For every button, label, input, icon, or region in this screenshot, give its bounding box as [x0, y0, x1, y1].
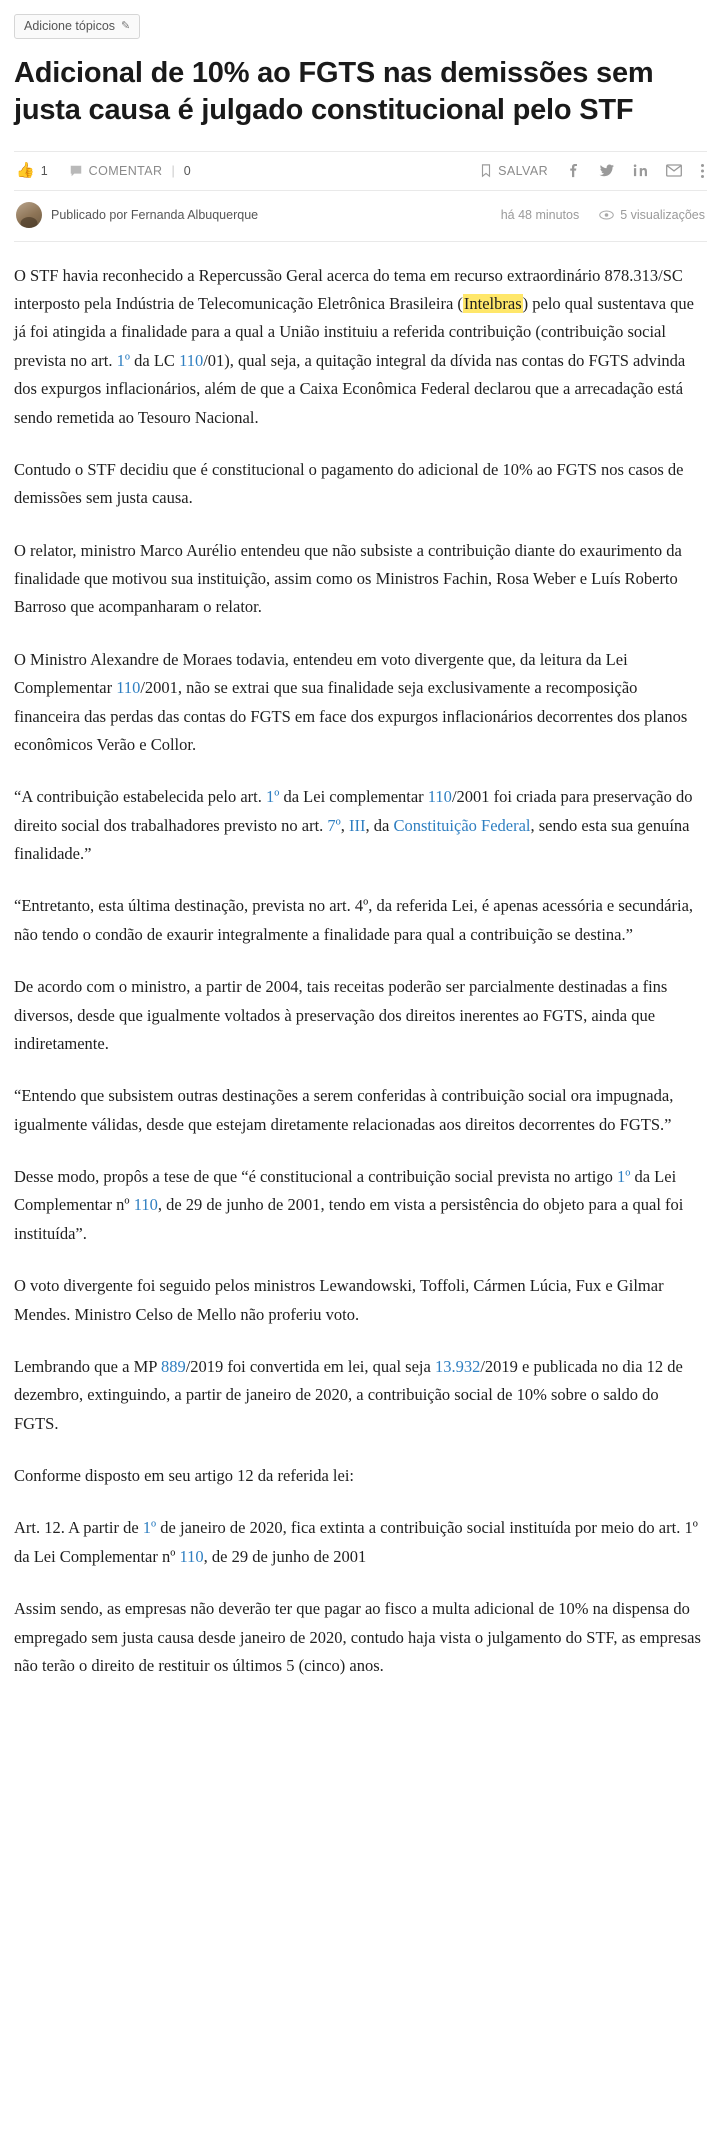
- inline-link[interactable]: 110: [116, 678, 141, 698]
- paragraph: [14, 646, 707, 760]
- more-vertical-icon[interactable]: [700, 163, 705, 179]
- text-run: de janeiro de 2020, fica extinta a contribuição social instituída por meio do art. 1º da Lei Complementar nº: [14, 1518, 698, 1566]
- comment-label: COMENTAR: [88, 163, 163, 178]
- inline-link[interactable]: 1º: [116, 350, 131, 370]
- text-run: , sendo esta sua genuína finalidade.”: [14, 815, 690, 864]
- text-run: O Ministro Alexandre de Moraes todavia, entendeu em voto divergente que, da leitura da Lei Complementar: [14, 649, 628, 698]
- paragraph: [14, 1163, 707, 1248]
- time-ago: há 48 minutos: [500, 207, 580, 222]
- like-count: 1: [40, 163, 48, 178]
- text-run: /2001, não se extrai que sua finalidade seja exclusivamente a recomposição financeira das perdas das contas do FGTS em face dos expurgos inflacionários decorrentes dos planos econômicos Verão e Collor.: [14, 678, 688, 754]
- text-run: O relator, ministro Marco Aurélio entendeu que não subsiste a contribuição diante do exaurimento da finalidade que motivou sua instituição, assim como os Ministros Fachin, Rosa Weber e Luís Roberto Barroso que acompanharam o relator.: [14, 540, 682, 617]
- text-run: ) pelo qual sustentava que já foi atingida a finalidade para a qual a União instituiu a referida contribuição (contribuição social prevista no art.: [14, 294, 695, 370]
- inline-link[interactable]: 889: [160, 1356, 186, 1376]
- paragraph: [14, 262, 707, 432]
- text-run: Art. 12. A partir de: [14, 1518, 143, 1538]
- text-run: da Lei Complementar nº: [14, 1167, 677, 1215]
- comment-button[interactable]: [69, 164, 163, 178]
- add-topics-chip[interactable]: [14, 14, 140, 39]
- avatar[interactable]: [16, 202, 42, 228]
- paragraph: [14, 537, 707, 622]
- inline-link[interactable]: 1º: [265, 787, 280, 807]
- eye-icon: [599, 210, 614, 220]
- action-bar-left: [16, 163, 191, 178]
- text-run: ,: [340, 815, 350, 835]
- text-run: “Entretanto, esta última destinação, prevista no art. 4º, da referida Lei, é apenas acessória e secundária, não tendo o condão de exaurir integralmente a finalidade para qual a contribuição se destina.”: [14, 896, 694, 944]
- save-button[interactable]: [480, 164, 548, 178]
- bookmark-icon: [480, 164, 492, 178]
- inline-link[interactable]: III: [349, 815, 366, 835]
- inline-link[interactable]: 1º: [616, 1167, 631, 1187]
- paragraph: [14, 1272, 707, 1329]
- text-run: , de 29 de junho de 2001: [203, 1546, 367, 1566]
- inline-link[interactable]: Constituição Federal: [393, 815, 531, 835]
- text-run: “A contribuição estabelecida pelo art.: [14, 787, 266, 807]
- thumbs-up-icon: 👍: [16, 162, 35, 180]
- comment-count: 0: [183, 163, 191, 178]
- paragraph: [14, 1514, 707, 1571]
- text-run: /2019 foi convertida em lei, qual seja: [185, 1356, 435, 1376]
- action-bar-right: [480, 163, 705, 179]
- text-run: Desse modo, propôs a tese de que “é constitucional a contribuição social prevista no artigo: [14, 1167, 617, 1187]
- comment-separator: |: [171, 163, 175, 178]
- text-run: Assim sendo, as empresas não deverão ter que pagar ao fisco a multa adicional de 10% na dispensa do empregado sem justa causa desde janeiro de 2020, contudo haja vista o julgamento do STF, as empresas não terão o direito de restituir os últimos 5 (cinco) anos.: [14, 1599, 701, 1675]
- text-run: Contudo o STF decidiu que é constitucional o pagamento do adicional de 10% ao FGTS nos casos de demissões sem justa causa.: [14, 459, 684, 508]
- text-run: Lembrando que a MP: [14, 1356, 161, 1376]
- text-run: Conforme disposto em seu artigo 12 da referida lei:: [14, 1466, 354, 1486]
- byline: [14, 191, 707, 242]
- pencil-icon[interactable]: ✎: [121, 19, 131, 32]
- text-run: /01), qual seja, a quitação integral da dívida nas contas do FGTS advinda dos expurgos inflacionários, além de que a Caixa Econômica Federal declarou que a arrecadação está sendo remetida ao Tesouro Nacional.: [14, 350, 686, 427]
- facebook-icon[interactable]: [566, 163, 581, 178]
- text-run: /2019 e publicada no dia 12 de dezembro, extinguindo, a partir de janeiro de 2020, a contribuição social de 10% sobre o saldo do FGTS.: [14, 1356, 683, 1433]
- inline-link[interactable]: 1º: [142, 1518, 157, 1538]
- paragraph: [14, 892, 707, 949]
- views-counter: [599, 208, 705, 222]
- highlighted-term: Intelbras: [463, 294, 522, 314]
- text-run: da LC: [130, 350, 180, 370]
- inline-link[interactable]: 110: [179, 350, 204, 370]
- page-title: Adicional de 10% ao FGTS nas demissões sem justa causa é julgado constitucional pelo STF: [14, 56, 654, 126]
- paragraph: [14, 1595, 707, 1680]
- add-topics-label: Adicione tópicos: [24, 19, 116, 33]
- paragraph: [14, 456, 707, 513]
- text-run: De acordo com o ministro, a partir de 2004, tais receitas poderão ser parcialmente destinadas a fins diversos, desde que igualmente voltados à preservação dos direitos inerentes ao FGTS, ainda que indiretamente.: [14, 977, 668, 1053]
- topics-row: [14, 0, 707, 49]
- twitter-icon[interactable]: [599, 163, 615, 178]
- text-run: O voto divergente foi seguido pelos ministros Lewandowski, Toffoli, Cármen Lúcia, Fux e Gilmar Mendes. Ministro Celso de Mello não proferiu voto.: [14, 1276, 664, 1324]
- inline-link[interactable]: 110: [427, 787, 452, 807]
- published-by: Publicado por Fernanda Albuquerque: [51, 207, 259, 222]
- inline-link[interactable]: 110: [133, 1195, 158, 1215]
- comment-icon: [69, 164, 83, 178]
- views-label: 5 visualizações: [620, 207, 705, 222]
- byline-meta: [501, 208, 705, 222]
- inline-link[interactable]: 7º: [327, 815, 341, 835]
- paragraph: [14, 1082, 707, 1139]
- text-run: , da: [365, 815, 394, 835]
- text-run: , de 29 de junho de 2001, tendo em vista a persistência do objeto para a qual foi instituída”.: [14, 1195, 684, 1243]
- paragraph: [14, 1462, 707, 1490]
- text-run: da Lei complementar: [279, 787, 428, 807]
- text-run: “Entendo que subsistem outras destinações a serem conferidas à contribuição social ora impugnada, igualmente válidas, desde que estejam diretamente relacionadas aos direitos decorrentes do FGTS.”: [14, 1086, 674, 1134]
- paragraph: [14, 973, 707, 1058]
- inline-link[interactable]: 110: [179, 1546, 204, 1566]
- paragraph: [14, 783, 707, 868]
- action-bar: [14, 151, 707, 191]
- like-button[interactable]: [16, 163, 48, 178]
- text-run: /2001 foi criada para preservação do direito social dos trabalhadores previsto no art.: [14, 787, 693, 835]
- article-body: [14, 242, 707, 1711]
- inline-link[interactable]: 13.932: [434, 1356, 481, 1376]
- email-icon[interactable]: [666, 164, 682, 177]
- text-run: O STF havia reconhecido a Repercussão Geral acerca do tema em recurso extraordinário 878.313/SC interposto pela Indústria de Telecomunicação Eletrônica Brasileira (: [14, 265, 683, 314]
- linkedin-icon[interactable]: [633, 163, 648, 178]
- save-label: SALVAR: [498, 163, 548, 178]
- paragraph: [14, 1353, 707, 1438]
